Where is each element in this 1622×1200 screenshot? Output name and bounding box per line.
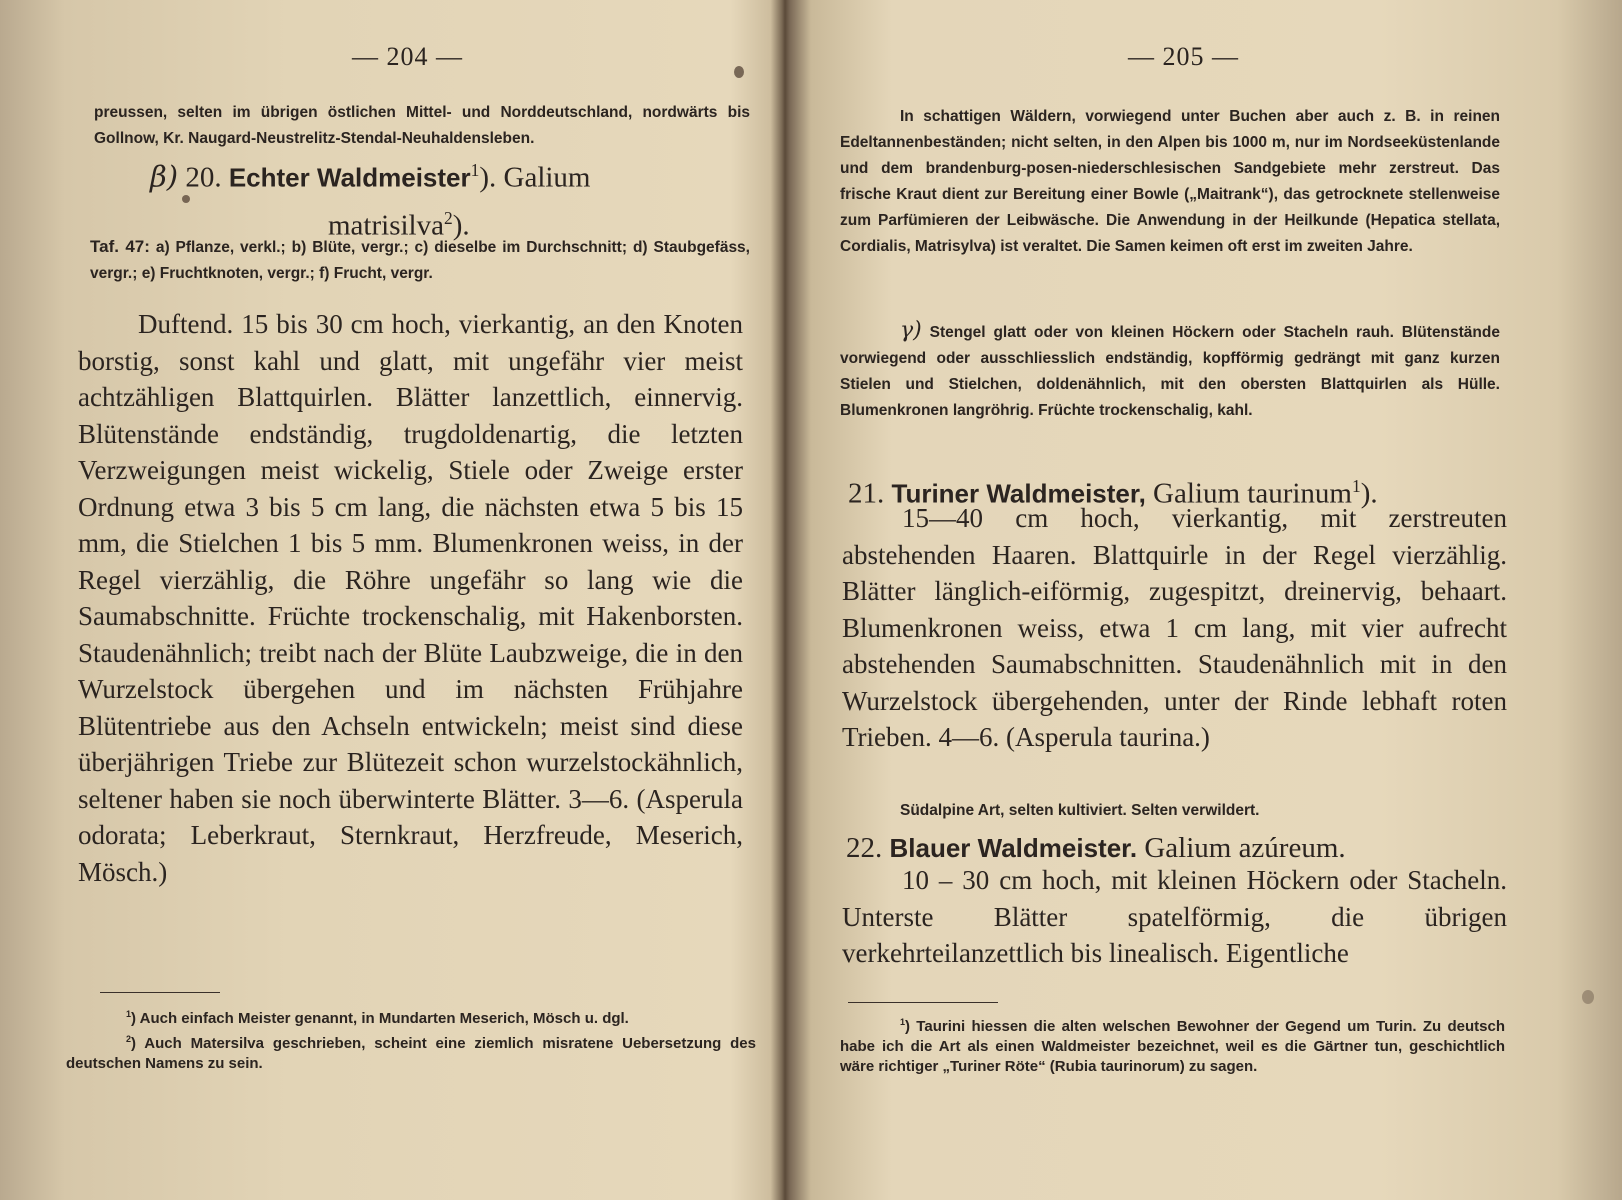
footnote-1: [66, 1004, 756, 1029]
footnote-text: ) Auch Matersilva geschrieben, scheint eine ziemlich misratene Uebersetzung des deutschen Namens zu sein.: [66, 1035, 756, 1072]
species-number: 21.: [848, 477, 885, 510]
gamma-section: [840, 318, 1500, 424]
species-latin-name: Galium azúreum.: [1144, 832, 1346, 864]
footnote-ref: 1: [1351, 476, 1361, 496]
paper-spot: [1582, 990, 1594, 1004]
right-page: [810, 0, 1622, 1200]
footnote-mark: 1: [900, 1017, 906, 1027]
page-number-left: — 204 —: [352, 42, 463, 71]
footnote-ref: 2: [443, 207, 453, 228]
footnote-text: ) Auch einfach Meister genannt, in Mundarten Meserich, Mösch u. dgl.: [131, 1010, 629, 1027]
footnote-text: ) Taurini hiessen die alten welschen Bewohner der Gegend um Turin. Zu deutsch habe ich die Art als einen Waldmeister bezeichnet, weil es die Gärtner tun, geschichtlich wäre richtiger „Turiner Röte“ (Rubia taurinorum) zu sagen.: [840, 1018, 1505, 1075]
species-latin-name: Galium taurinum: [1153, 477, 1352, 510]
right-footnotes: [840, 1012, 1505, 1077]
species-common-name: Turiner Waldmeister,: [891, 478, 1146, 509]
species-number: 20.: [185, 161, 222, 194]
left-intro-paragraph: preussen, selten im übrigen östlichen Mittel- und Norddeutschland, nordwärts bis Gollnow, Kr. Naugard-Neustrelitz-Stendal-Neuhaldensleben.: [94, 104, 750, 147]
right-intro-paragraph: [840, 104, 1500, 260]
species-latin-part2: matrisilva: [328, 209, 444, 242]
paper-spot: [182, 195, 190, 203]
footnote-divider: [100, 992, 220, 993]
species-21-distribution: Südalpine Art, selten kultiviert. Selten verwildert.: [900, 802, 1260, 819]
footnote-ref: 1: [470, 160, 480, 180]
greek-marker-gamma: γ): [900, 318, 922, 343]
left-footnotes: [66, 1004, 756, 1074]
species-common-name: Blauer Waldmeister.: [889, 833, 1138, 863]
footnote-1: [840, 1012, 1505, 1077]
footnote-mark: 1: [126, 1009, 132, 1019]
greek-marker-beta: β): [150, 159, 179, 194]
description-paragraph: Duftend. 15 bis 30 cm hoch, vierkantig, an den Knoten borstig, sonst kahl und glatt, mit ungefähr vier meist achtzähligen Blattquirlen. Blätter lanzettlich, einnervig. Blütenstände endständig, trugdoldenartig, die letzten Verzweigungen meist wickelig, Stiele oder Zweige erster Ordnung etwa 3 bis 5 cm lang, die nächsten etwa 5 bis 15 mm, die Stielchen 1 bis 5 mm. Blumenkronen weiss, in der Regel vierzählig, die Röhre ungefähr so lang wie die Saumabschnitte. Früchte trockenschalig, mit Hakenborsten. Staudenähnlich; treibt nach der Blüte Laubzweige, die in den Wurzelstock übergehen und im nächsten Frühjahre Blütentriebe aus den Achseln entwickeln; meist sind diese überjährigen Triebe zur Blütezeit schon wurzelstockähnlich, seltener haben sie noch überwinterte Blätter. 3—6. (Asperula odorata; Leberkraut, Sternkraut, Herzfreude, Meserich, Mösch.): [78, 309, 743, 887]
left-page: [0, 0, 800, 1200]
paper-spot: [734, 66, 744, 78]
species-number: 22.: [846, 832, 883, 864]
species-latin-part1: ). Galium: [479, 161, 591, 194]
description-paragraph: 10 – 30 cm hoch, mit kleinen Höckern oder Stacheln. Unterste Blätter spatelförmig, die übrigen verkehrteilanzettlich bis linealisch. Eigentliche: [842, 865, 1507, 968]
footnote-2: [66, 1029, 756, 1074]
species-latin-end: ).: [452, 209, 470, 242]
description-paragraph: 15—40 cm hoch, vierkantig, mit zerstreuten abstehenden Haaren. Blattquirle in der Regel vierzählig. Blätter länglich-eiförmig, zugespitzt, dreinervig, behaart. Blumenkronen weiss, etwa 1 cm lang, mit vier aufrecht abstehenden Saumabschnitten. Staudenähnlich mit in den Wurzelstock übergehenden, unter der Rinde lebhaft roten Trieben. 4—6. (Asperula taurina.): [842, 503, 1507, 752]
species-common-name: Echter Waldmeister: [228, 162, 471, 193]
species-21-description: [842, 500, 1507, 756]
gamma-text: Stengel glatt oder von kleinen Höckern oder Stacheln rauh. Blütenstände vorwiegend oder ausschliesslich endständig, kopfförmig gedrängt mit ganz kurzen Stielen und Stielchen, doldenähnlich, mit den obersten Blattquirlen als Hülle. Blumenkronen langröhrig. Früchte trockenschalig, kahl.: [840, 324, 1500, 419]
plate-reference: [90, 234, 750, 287]
plate-label: Taf. 47:: [90, 237, 150, 256]
footnote-divider: [848, 1002, 998, 1003]
plate-description: a) Pflanze, verkl.; b) Blüte, vergr.; c) dieselbe im Durchschnitt; d) Staubgefäss, vergr.; e) Fruchtknoten, vergr.; f) Frucht, vergr.: [90, 239, 750, 282]
page-number-right: — 205 —: [1128, 42, 1239, 71]
heading-end: ).: [1360, 477, 1378, 510]
gamma-paragraph: [840, 318, 1500, 424]
footnote-mark: 2: [126, 1034, 132, 1044]
species-20-description: [78, 306, 743, 890]
habitat-paragraph: In schattigen Wäldern, vorwiegend unter Buchen aber auch z. B. in reinen Edeltannenbeständen; nicht selten, in den Alpen bis 1000 m, nur im Nordseeküstenlande und dem brandenburg-posen-niederschlesischen Sandgebiete mehr zerstreut. Das frische Kraut dient zur Bereitung einer Bowle („Maitrank“), das getrocknete stellenweise zum Parfümieren der Leibwäsche. Die Anwendung in der Heilkunde (Hepatica stellata, Cordialis, Matrisylva) ist veraltet. Die Samen keimen oft erst im zweiten Jahre.: [840, 108, 1500, 255]
species-20-heading: [150, 150, 710, 245]
species-22-description: [842, 862, 1507, 972]
